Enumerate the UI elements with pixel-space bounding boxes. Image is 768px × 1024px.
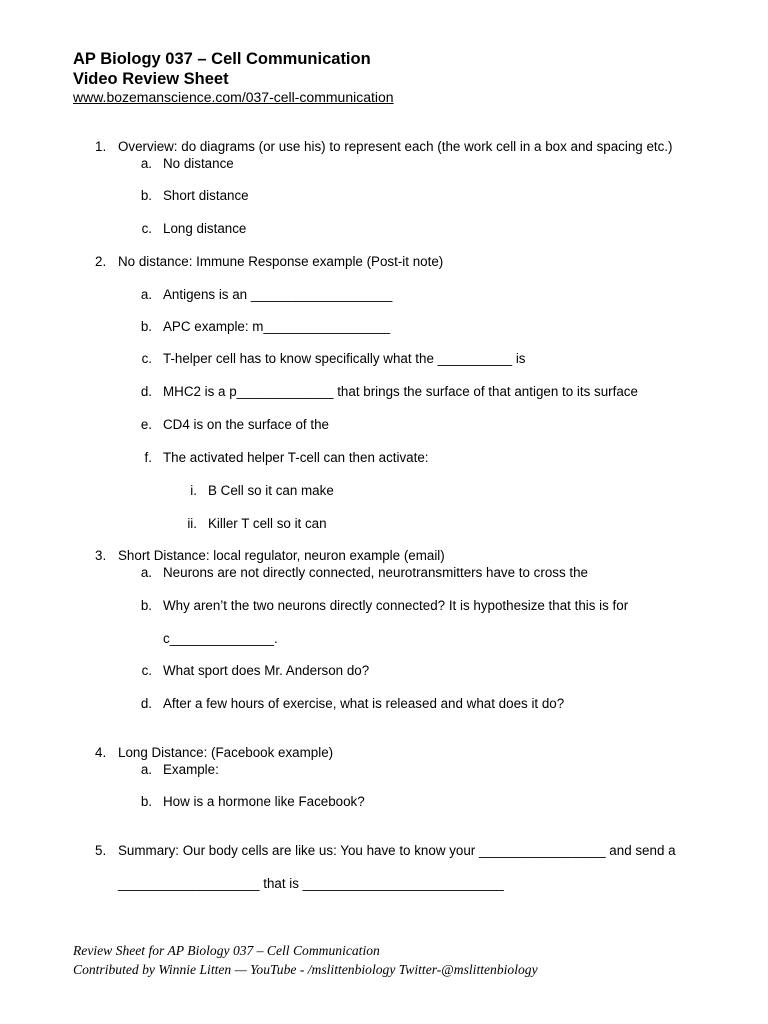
sub-item-marker: d.	[140, 696, 152, 711]
sub-item-text: Short distance	[163, 188, 249, 203]
question-number: 2.	[95, 254, 107, 269]
sub-item-marker: a.	[140, 287, 152, 302]
sub-item-marker: e.	[140, 417, 152, 432]
sub-item-marker: a.	[140, 762, 152, 777]
sub-sub-item-marker: ii.	[187, 516, 197, 531]
sub-item-text: CD4 is on the surface of the	[163, 417, 329, 432]
sub-item-text: How is a hormone like Facebook?	[163, 794, 365, 809]
question-text: Summary: Our body cells are like us: You have to know your _________________ and send a	[118, 843, 676, 858]
sub-item-text: MHC2 is a p_____________ that brings the surface of that antigen to its surface	[163, 384, 638, 399]
sub-item-text: T-helper cell has to know specifically what the __________ is	[163, 351, 526, 366]
question-number: 4.	[95, 745, 107, 760]
source-url-link[interactable]: www.bozemanscience.com/037-cell-communication	[73, 89, 394, 105]
question-text: Short Distance: local regulator, neuron example (email)	[118, 548, 445, 563]
sub-item-text: Example:	[163, 762, 219, 777]
document-subtitle: Video Review Sheet	[73, 70, 229, 88]
sub-item-marker: b.	[140, 794, 152, 809]
sub-item-continuation-text: c______________.	[163, 631, 278, 646]
sub-item-marker: f.	[144, 450, 152, 465]
question-number: 5.	[95, 843, 107, 858]
document-title: AP Biology 037 – Cell Communication	[73, 50, 371, 68]
sub-item-marker: c.	[141, 221, 152, 236]
sub-item-text: Antigens is an ___________________	[163, 287, 393, 302]
sub-item-marker: a.	[140, 156, 152, 171]
sub-item-marker: c.	[141, 351, 152, 366]
sub-sub-item-text: B Cell so it can make	[208, 483, 334, 498]
sub-item-marker: b.	[140, 188, 152, 203]
sub-item-text: Why aren’t the two neurons directly connected? It is hypothesize that this is for	[163, 598, 629, 613]
sub-item-marker: b.	[140, 319, 152, 334]
sub-item-text: Long distance	[163, 221, 247, 236]
sub-item-text: After a few hours of exercise, what is released and what does it do?	[163, 696, 565, 711]
sub-item-text: What sport does Mr. Anderson do?	[163, 663, 370, 678]
sub-item-marker: b.	[140, 598, 152, 613]
question-text: No distance: Immune Response example (Post-it note)	[118, 254, 444, 269]
footer-credit-line-1: Review Sheet for AP Biology 037 – Cell Communication	[73, 943, 380, 958]
sub-sub-item-marker: i.	[190, 483, 197, 498]
question-number: 1.	[95, 139, 107, 154]
sub-sub-item-text: Killer T cell so it can	[208, 516, 327, 531]
sub-item-text: The activated helper T-cell can then activate:	[163, 450, 429, 465]
sub-item-marker: c.	[141, 663, 152, 678]
sub-item-marker: d.	[140, 384, 152, 399]
sub-item-text: APC example: m_________________	[163, 319, 391, 334]
sub-item-text: No distance	[163, 156, 234, 171]
sub-item-text: Neurons are not directly connected, neurotransmitters have to cross the	[163, 565, 588, 580]
question-text: Overview: do diagrams (or use his) to represent each (the work cell in a box and spacing etc.)	[118, 139, 673, 154]
question-continuation-text: ___________________ that is ___________________________	[118, 876, 504, 891]
question-text: Long Distance: (Facebook example)	[118, 745, 334, 760]
sub-item-marker: a.	[140, 565, 152, 580]
question-number: 3.	[95, 548, 107, 563]
footer-credit-line-2: Contributed by Winnie Litten — YouTube - /mslittenbiology Twitter-@mslittenbiology	[73, 962, 538, 977]
